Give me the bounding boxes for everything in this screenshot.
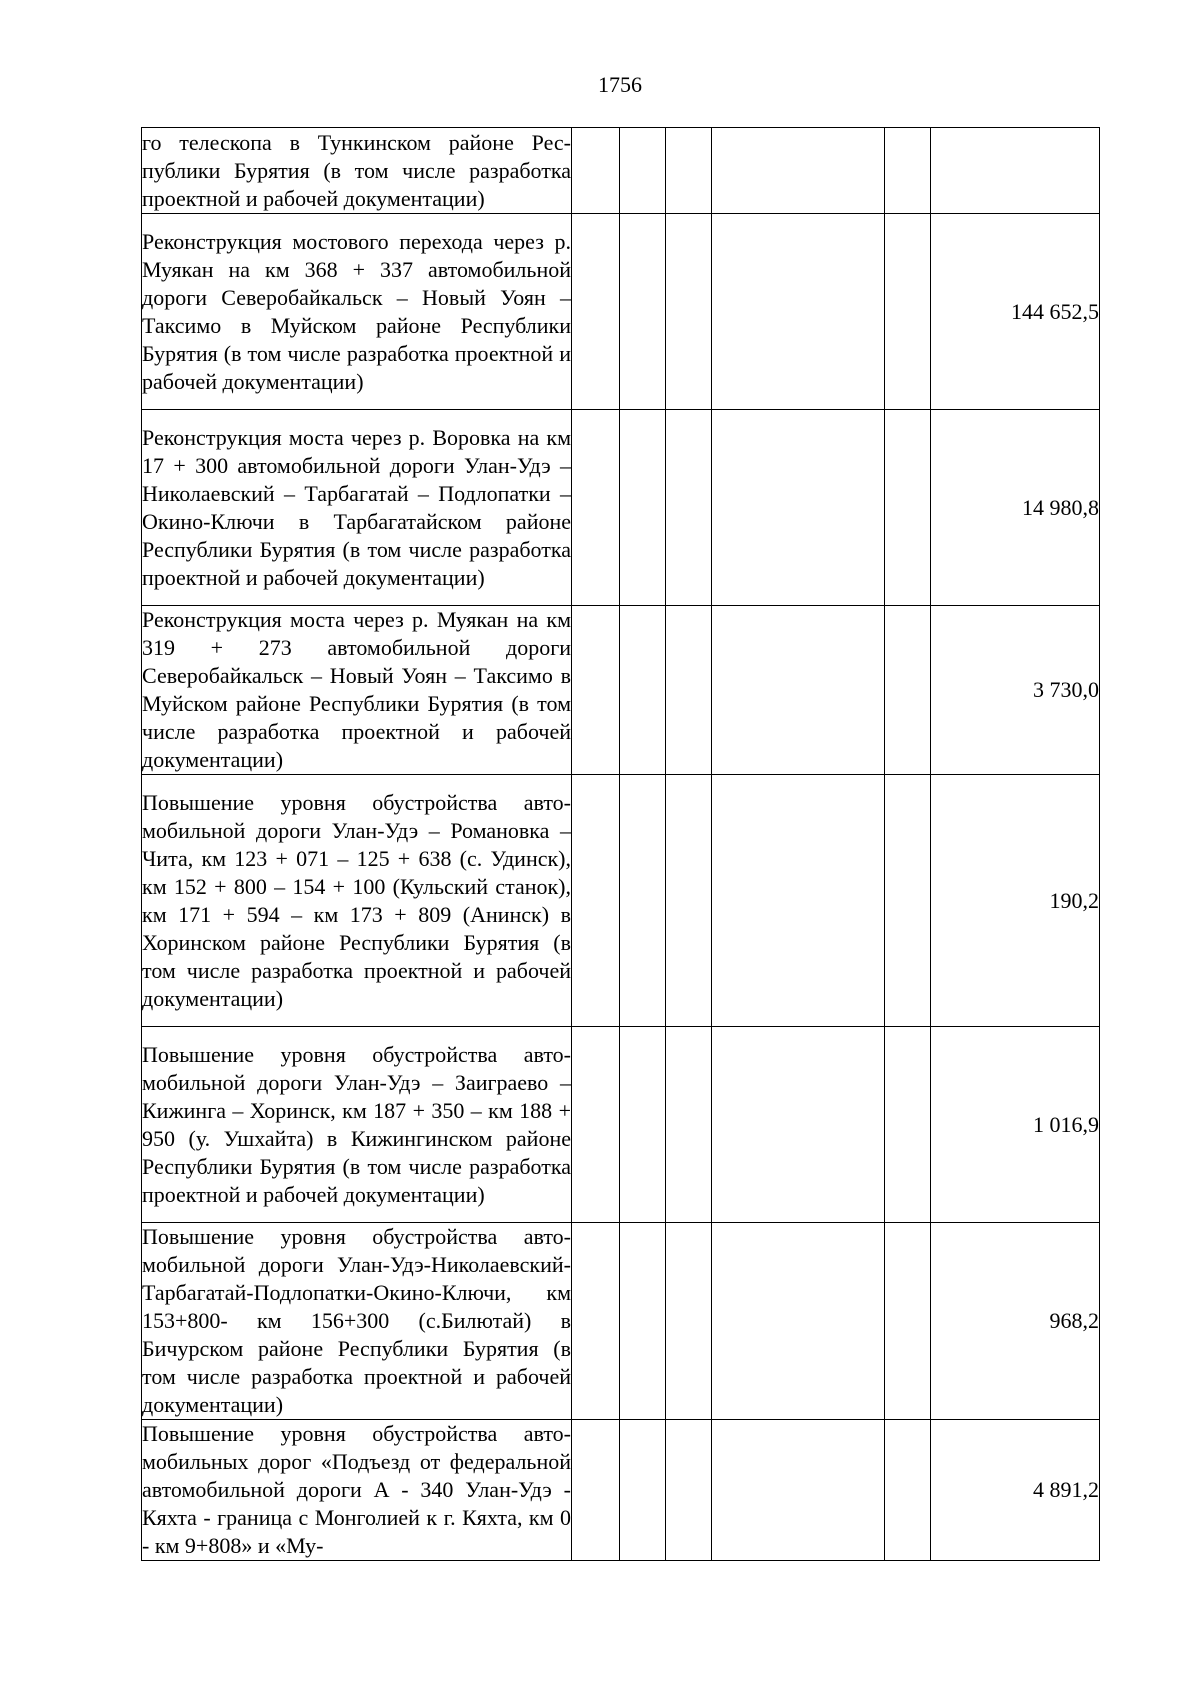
empty-cell (885, 410, 931, 606)
page-number: 1756 (598, 72, 642, 97)
table-row (142, 606, 1100, 775)
empty-cell (666, 775, 712, 1027)
row-description: Повышение уровня обустройства автомобильной дороги Улан-Удэ-Николаевский-Тарбагатай-Подлопатки-Окино-Ключи, км 153+800- км 156+300 (с.Билютай) в Бичурском районе Республики Бурятия (в том числе разработка проектной и рабочей документации) (142, 1223, 572, 1420)
row-amount: 144 652,5 (931, 214, 1100, 410)
row-description: Повышение уровня обустройства автомобильных дорог «Подъезд от федеральной автомобильной дороги А - 340 Улан-Удэ - Кяхта - граница с Монголией к г. Кяхта, км 0 - км 9+808» и «Му- (142, 1420, 572, 1561)
empty-cell (712, 128, 885, 214)
empty-cell (885, 1027, 931, 1223)
empty-cell (885, 775, 931, 1027)
empty-cell (572, 410, 620, 606)
row-description: Повышение уровня обустройства автомобильной дороги Улан-Удэ – Романовка – Чита, км 123 + 071 – 125 + 638 (с. Удинск), км 152 + 800 – 154 + 100 (Кульский станок), км 171 + 594 – км 173 + 809 (Анинск) в Хоринском районе Республики Бурятия (в том числе разработка проектной и рабочей документации) (142, 775, 572, 1027)
empty-cell (620, 606, 666, 775)
empty-cell (885, 1420, 931, 1561)
table-row (142, 775, 1100, 1027)
empty-cell (712, 606, 885, 775)
empty-cell (712, 410, 885, 606)
row-amount: 190,2 (931, 775, 1100, 1027)
row-amount: 14 980,8 (931, 410, 1100, 606)
table-row (142, 1223, 1100, 1420)
empty-cell (620, 214, 666, 410)
empty-cell (572, 1420, 620, 1561)
empty-cell (620, 410, 666, 606)
empty-cell (712, 775, 885, 1027)
empty-cell (572, 128, 620, 214)
empty-cell (666, 1027, 712, 1223)
empty-cell (572, 214, 620, 410)
empty-cell (620, 1223, 666, 1420)
empty-cell (572, 775, 620, 1027)
empty-cell (666, 128, 712, 214)
empty-cell (712, 1223, 885, 1420)
empty-cell (712, 1027, 885, 1223)
empty-cell (712, 214, 885, 410)
empty-cell (666, 1223, 712, 1420)
table-row (142, 214, 1100, 410)
empty-cell (620, 1420, 666, 1561)
row-amount: 3 730,0 (931, 606, 1100, 775)
row-description: Реконструкция мостового перехода через р. Муякан на км 368 + 337 автомобильной дороги Северобайкальск – Новый Уоян – Таксимо в Муйском районе Республики Бурятия (в том числе разработка проектной и рабочей документации) (142, 214, 572, 410)
table-row (142, 1420, 1100, 1561)
empty-cell (620, 1027, 666, 1223)
row-description: Реконструкция моста через р. Муякан на км 319 + 273 автомобильной дороги Северобайкальск – Новый Уоян – Таксимо в Муйском районе Республики Бурятия (в том числе разработка проектной и рабочей документации) (142, 606, 572, 775)
row-amount: 4 891,2 (931, 1420, 1100, 1561)
empty-cell (666, 606, 712, 775)
empty-cell (666, 410, 712, 606)
table-row (142, 410, 1100, 606)
empty-cell (620, 128, 666, 214)
table-row (142, 128, 1100, 214)
row-amount: 968,2 (931, 1223, 1100, 1420)
row-amount (931, 128, 1100, 214)
empty-cell (572, 1223, 620, 1420)
row-description: го телескопа в Тункинском районе Республики Бурятия (в том числе разработка проектной и рабочей документации) (142, 128, 572, 214)
empty-cell (885, 1223, 931, 1420)
empty-cell (572, 1027, 620, 1223)
row-amount: 1 016,9 (931, 1027, 1100, 1223)
empty-cell (666, 214, 712, 410)
empty-cell (885, 214, 931, 410)
empty-cell (572, 606, 620, 775)
empty-cell (885, 128, 931, 214)
table-row (142, 1027, 1100, 1223)
empty-cell (885, 606, 931, 775)
empty-cell (620, 775, 666, 1027)
empty-cell (712, 1420, 885, 1561)
empty-cell (666, 1420, 712, 1561)
row-description: Повышение уровня обустройства автомобильной дороги Улан-Удэ – Заиграево – Кижинга – Хоринск, км 187 + 350 – км 188 + 950 (у. Ушхайта) в Кижингинском районе Республики Бурятия (в том числе разработка проектной и рабочей документации) (142, 1027, 572, 1223)
row-description: Реконструкция моста через р. Воровка на км 17 + 300 автомобильной дороги Улан-Удэ – Николаевский – Тарбагатай – Подлопатки – Окино-Ключи в Тарбагатайском районе Республики Бурятия (в том числе разработка проектной и рабочей документации) (142, 410, 572, 606)
budget-table (141, 127, 1100, 1561)
